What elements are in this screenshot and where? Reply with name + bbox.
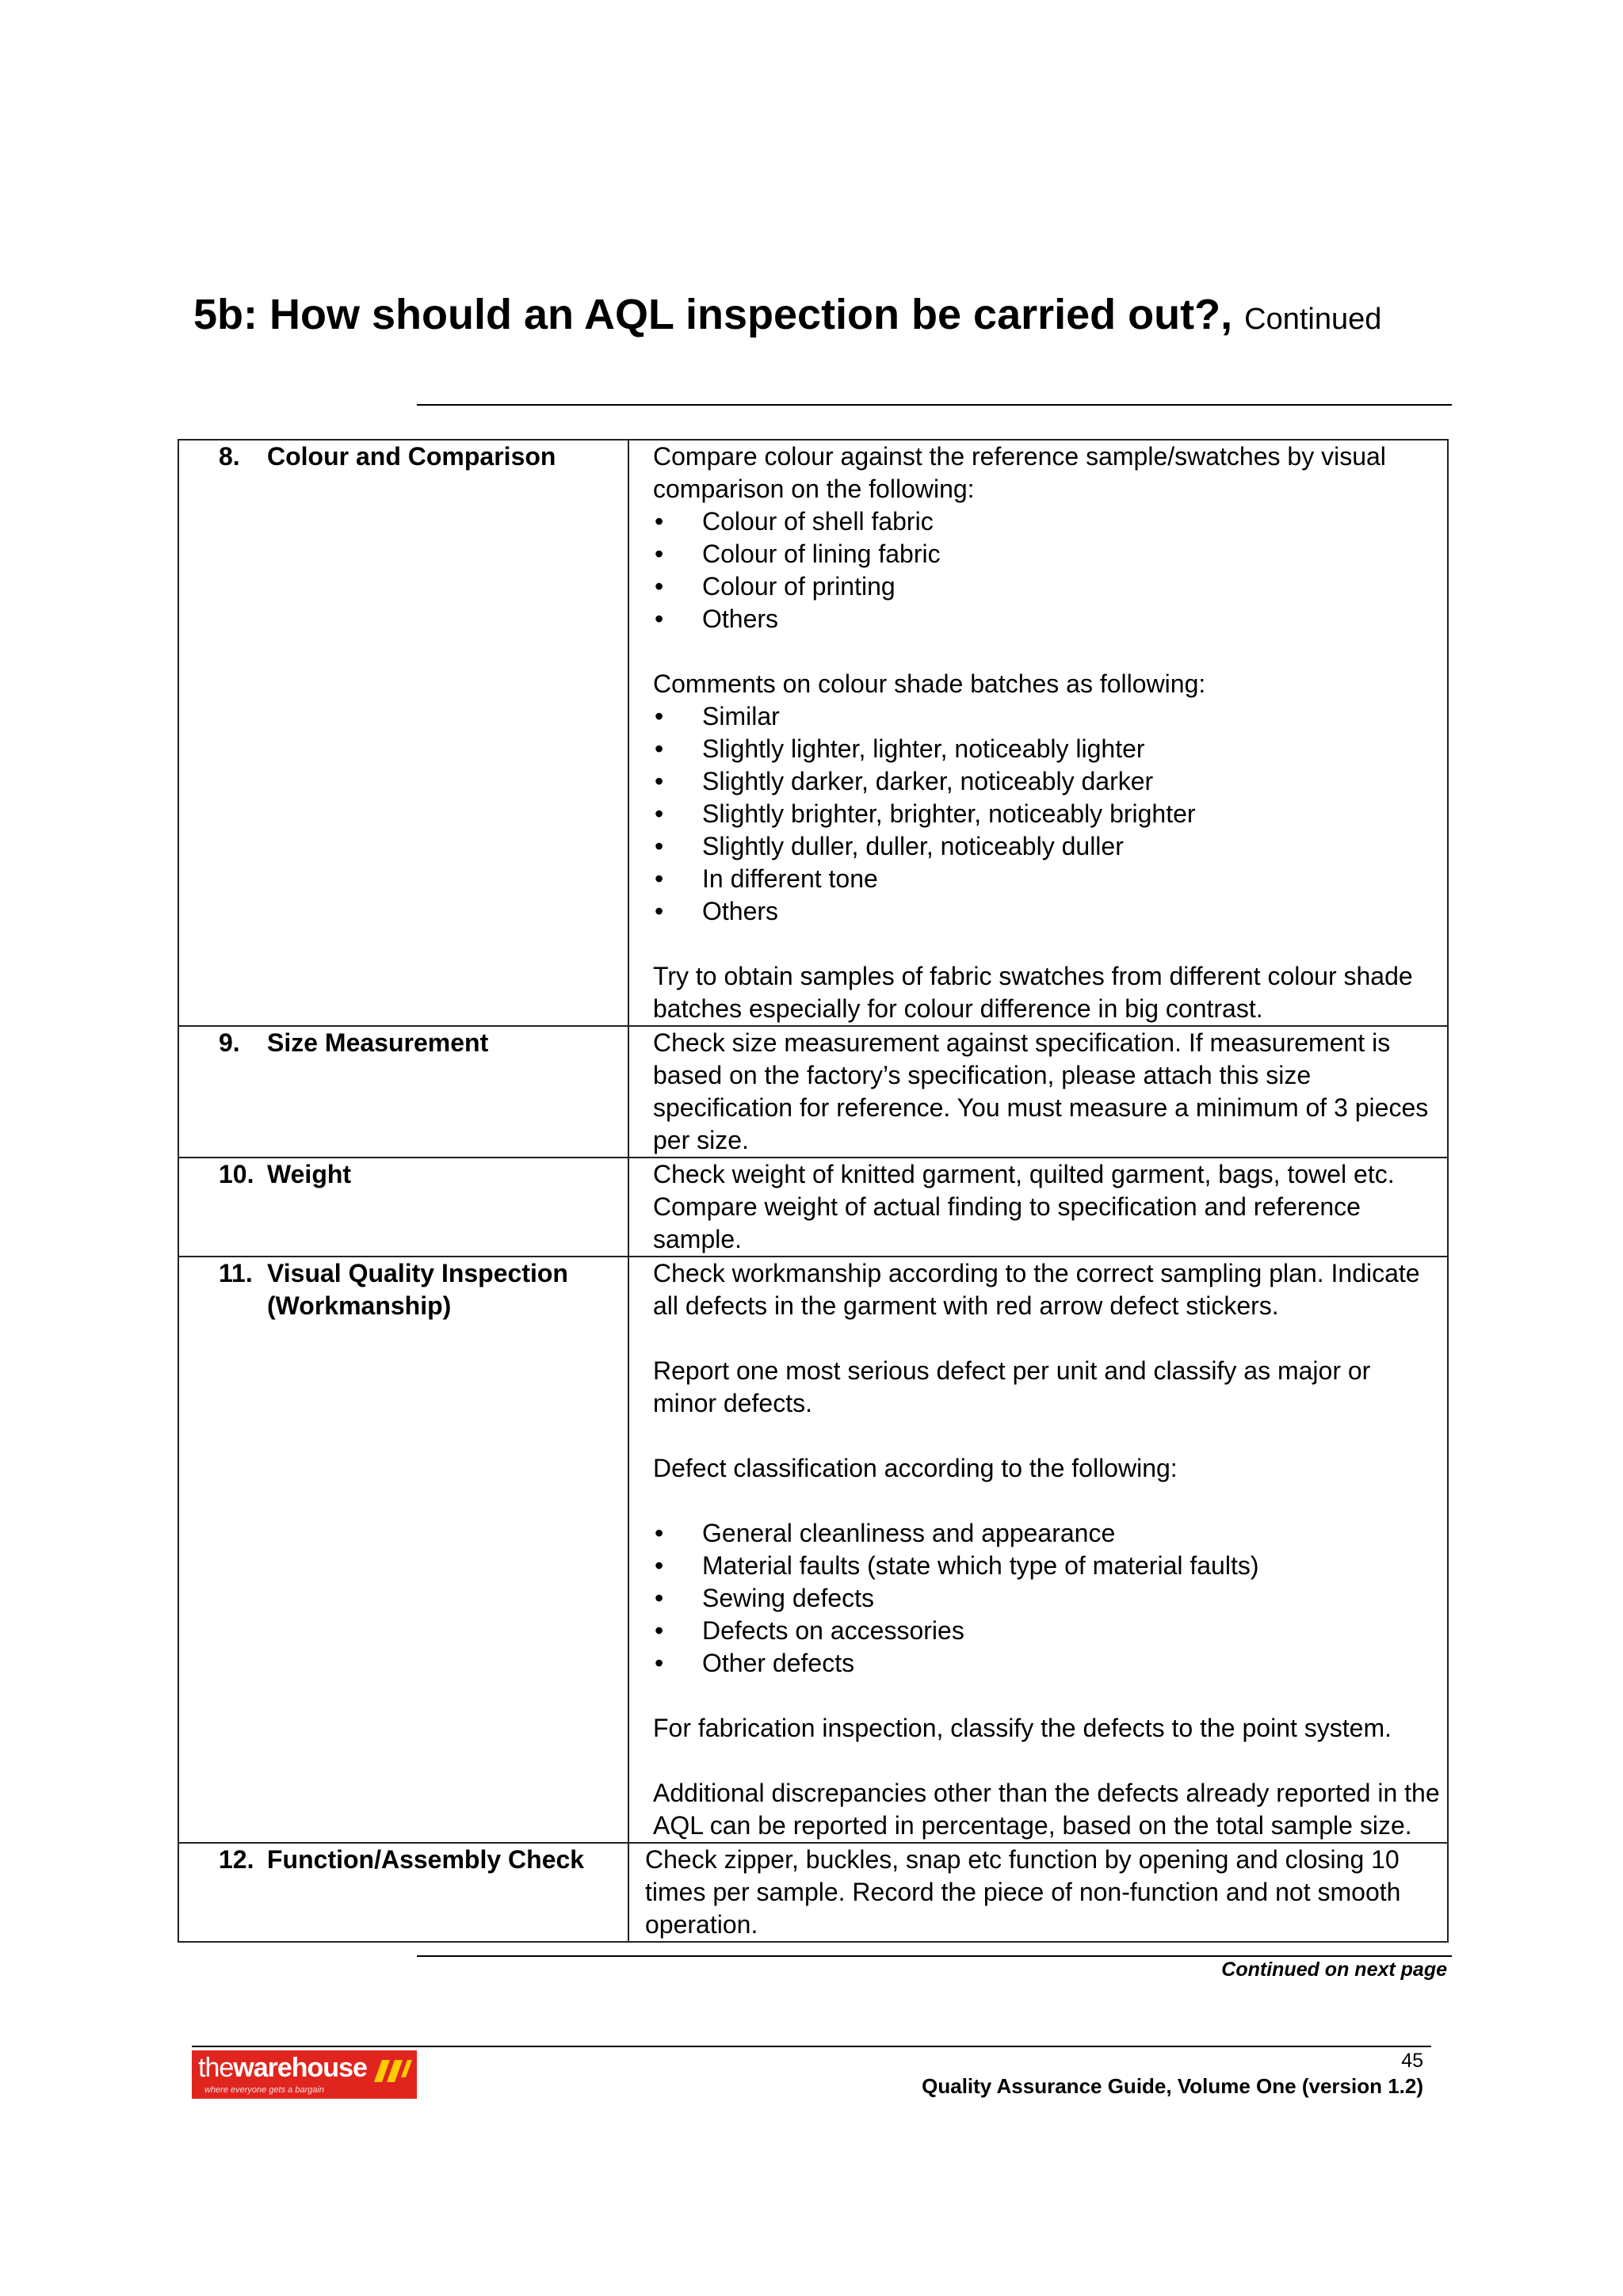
step-description xyxy=(628,1257,1448,1843)
list-item: • Slightly brighter, brighter, noticeably brighter xyxy=(653,798,1441,830)
table-row xyxy=(178,440,1448,1026)
heading-text: 5b: How should an AQL inspection be carried out?, xyxy=(193,291,1233,338)
list-item: • Other defects xyxy=(653,1647,1441,1680)
step-label xyxy=(178,440,628,1026)
aql-steps-table xyxy=(178,439,1449,1943)
list-item: • Slightly duller, duller, noticeably duller xyxy=(653,830,1441,863)
step-subtitle: (Workmanship) xyxy=(267,1291,452,1320)
logo-wordmark: thewarehouse xyxy=(198,2053,367,2083)
logo-tagline: where everyone gets a bargain xyxy=(204,2085,325,2095)
top-rule xyxy=(417,404,1452,406)
paragraph: For fabrication inspection, classify the defects to the point system. xyxy=(653,1714,1392,1742)
paragraph: Defect classification according to the following: xyxy=(653,1454,1178,1482)
paragraph: Try to obtain samples of fabric swatches from different colour shade batches especially for colour difference in big contrast. xyxy=(653,962,1413,1023)
page-heading xyxy=(193,288,1381,345)
list-item: • Others xyxy=(653,603,1441,635)
warehouse-logo xyxy=(192,2050,417,2099)
list-item: • In different tone xyxy=(653,863,1441,895)
list-item: • Colour of shell fabric xyxy=(653,505,1441,538)
list-item: • Material faults (state which type of material faults) xyxy=(653,1550,1441,1582)
step-description xyxy=(628,1843,1448,1942)
step-label xyxy=(178,1257,628,1843)
step-title: Colour and Comparison xyxy=(267,442,556,471)
table-row xyxy=(178,1257,1448,1843)
paragraph: Check size measurement against specification. If measurement is based on the factory’s specification, please attach this size specification for reference. You must measure a minimum of 3 pieces per size. xyxy=(653,1028,1429,1154)
list-item: • Similar xyxy=(653,700,1441,733)
step-title: Function/Assembly Check xyxy=(267,1845,585,1874)
footer-rule xyxy=(192,2046,1431,2047)
step-description xyxy=(628,1158,1448,1257)
list-item: • Colour of printing xyxy=(653,570,1441,603)
list-item: • Sewing defects xyxy=(653,1582,1441,1615)
list-item: • Colour of lining fabric xyxy=(653,538,1441,570)
bullet-list xyxy=(653,700,1441,928)
step-title: Visual Quality Inspection xyxy=(267,1259,568,1287)
paragraph: Check weight of knitted garment, quilted garment, bags, towel etc. Compare weight of actual finding to specification and reference sample. xyxy=(653,1160,1395,1253)
list-item: • Others xyxy=(653,895,1441,928)
paragraph: Check workmanship according to the correct sampling plan. Indicate all defects in the garment with red arrow defect stickers. xyxy=(653,1259,1420,1320)
paragraph: Additional discrepancies other than the defects already reported in the AQL can be reported in percentage, based on the total sample size. xyxy=(653,1779,1440,1840)
step-number: 10. xyxy=(219,1160,254,1188)
bullet-list xyxy=(653,505,1441,635)
table-row xyxy=(178,1843,1448,1942)
list-item: • Slightly lighter, lighter, noticeably lighter xyxy=(653,733,1441,765)
table-row xyxy=(178,1158,1448,1257)
list-item: • Slightly darker, darker, noticeably darker xyxy=(653,765,1441,798)
step-label xyxy=(178,1843,628,1942)
logo-slash-icon xyxy=(374,2060,412,2082)
bullet-list xyxy=(653,1517,1441,1680)
paragraph: Check zipper, buckles, snap etc function by opening and closing 10 times per sample. Record the piece of non-function and not smooth operation. xyxy=(645,1845,1401,1939)
paragraph: Compare colour against the reference sample/swatches by visual comparison on the following: xyxy=(653,442,1386,503)
paragraph: Report one most serious defect per unit and classify as major or minor defects. xyxy=(653,1356,1371,1417)
paragraph: Comments on colour shade batches as following: xyxy=(653,669,1206,698)
step-number: 9. xyxy=(219,1028,240,1057)
document-title: Quality Assurance Guide, Volume One (version 1.2) xyxy=(922,2074,1423,2098)
step-label xyxy=(178,1026,628,1158)
step-description xyxy=(628,440,1448,1026)
table-row xyxy=(178,1026,1448,1158)
list-item: • General cleanliness and appearance xyxy=(653,1517,1441,1550)
step-title: Size Measurement xyxy=(267,1028,489,1057)
heading-continued: Continued xyxy=(1244,303,1382,336)
step-number: 8. xyxy=(219,442,240,471)
list-item: • Defects on accessories xyxy=(653,1615,1441,1647)
continued-note: Continued on next page xyxy=(1221,1958,1447,1981)
step-title: Weight xyxy=(267,1160,352,1188)
step-label xyxy=(178,1158,628,1257)
page-number: 45 xyxy=(1401,2050,1423,2072)
step-number: 12. xyxy=(219,1845,254,1874)
step-number: 11. xyxy=(219,1259,253,1287)
step-description xyxy=(628,1026,1448,1158)
